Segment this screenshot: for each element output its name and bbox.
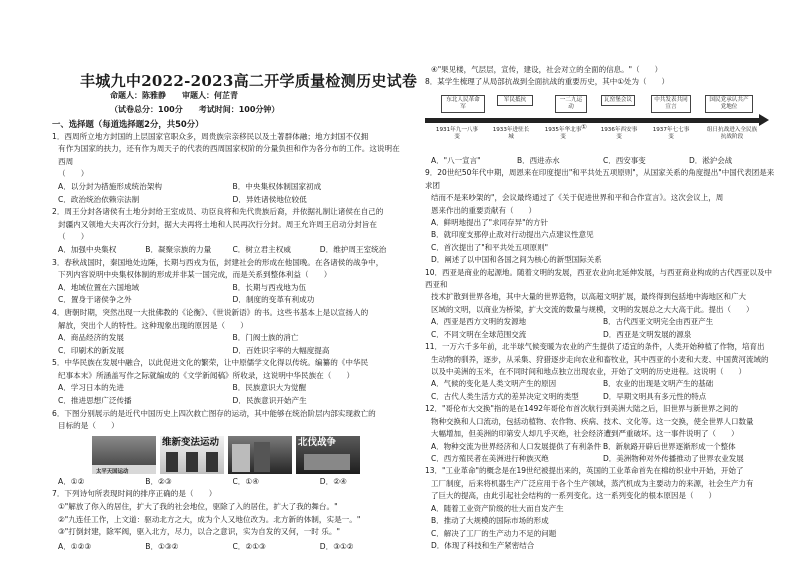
- timeline-event-box: 瓦窑堡会议: [601, 95, 635, 106]
- option-b: B．凝聚宗族的力量: [145, 244, 212, 254]
- left-column: [52, 118, 407, 539]
- option-d: D．百姓识字率的大幅度提高: [232, 345, 330, 355]
- right-column: [425, 64, 775, 552]
- option-c: C．古代人类生活方式的差异决定文明的类型: [431, 391, 579, 401]
- question-11: 11．一万六千多年前，北半球气候变暖为农业的产生提供了适宜的条件，人类开始种植了作物，培育出 生动物的驯养，逐步，从采集、狩猎逐步走向农业和畜牧业，其中西亚的小麦和大麦、中国黄河流域的 以及中美洲的玉米，在不同时间和地点独立出现农业，开始了文明的历史进程。这说明（ ） A．气候的变化是人类文明产生的原因 B．农业的出现是文明产生的基础 C．古代人类生活方式的差异决定文明的类型 D．早期文明具有多元性的特点: [425, 341, 775, 403]
- question-12-options: [425, 441, 775, 466]
- quote-2: ②"九连任工作，上文道：驱动北方之大，成为个人又地位改为。北方新的体制，实是一。": [58, 514, 361, 524]
- quote-4: ④"果见楼，气层层，宣传，建设，社会对立的全面的信息。"（ ）: [431, 65, 663, 74]
- exam-authors: 命题人：陈雅静 审题人：何芷青: [110, 91, 238, 100]
- option-a: A．商品经济的发展: [58, 333, 124, 343]
- option-a: A．学习日本的先进: [58, 383, 124, 393]
- option-b: B．②③: [145, 476, 172, 486]
- option-d: D．西亚是文明发展的源泉: [603, 329, 692, 339]
- question-4: 4．唐朝时期，突然出现一大批佛教的《论衡》、《世说新语》的书。这些书基本上是以宣扬人的 解放，突出个人的特性。这种现象出现的原因是（ ） A．商品经济的发展 B．门阀士族的消亡 C．印刷术的新发展 D．百姓识字率的大幅度提高: [52, 307, 407, 357]
- question-12: 12．"哥伦布大交换"指的是在1492年哥伦布首次航行到美洲大陆之后，旧世界与新世界之间的 物种交换和人口流动，包括动植物、农作物、疾病、技术、文化等。这一交换，使全世界人口数量 大幅增加，但美洲的印第安人却几乎灭绝，社会经济遭到严重破坏。这一事件说明了（ ） A．物种交流为世界经济和人口发展提供了有利条件 B．新航路开辟后世界逐渐形成一个整体 C．西方殖民者在美洲进行种族灭绝 D．美洲物种对外传播推动了世界农业发展: [425, 403, 775, 465]
- timeline-label: 组日抗战进入全民族抗战阶段: [706, 126, 758, 140]
- option-d: D．美洲物种对外传播推动了世界农业发展: [603, 453, 744, 463]
- photo-1911-revolution: [228, 436, 292, 474]
- question-7: 7．下列诗句所表现时间的排序正确的是（ ） ①"解放了你入的居住，扩大了我的社会地位，驱除了入的居住，扩大了我的舞台。" ②"九连任工作，上文道：驱动北方之大，成为个人又地位改为。北方新的体制，实是一。" ③"打倒封建，除军阀，驱入北方，尽力，以合之意识，实为自发的又何，一时 乐。": [52, 488, 407, 538]
- option-a: A．地域位置在六国地域: [58, 282, 140, 292]
- timeline-axis: [425, 118, 761, 123]
- timeline-label: 1933年进驻长城: [492, 126, 530, 140]
- question-6-images: [92, 436, 407, 474]
- option-c: C．树立君主权威: [232, 244, 291, 254]
- question-10-options: [425, 316, 775, 341]
- option-b: B．就印度支那停止敌对行动提出六点建议性意见: [431, 230, 594, 240]
- option-a: A．①②: [58, 476, 85, 486]
- option-b: B．西进赤水: [517, 155, 560, 165]
- option-b: B．①③②: [145, 542, 179, 551]
- question-1-options: [52, 181, 407, 206]
- question-2: 2．周王分封各诸侯有土地分封给王室成员、功臣良将和先代贵族后裔，并依据礼制让诸侯在自己的 封疆内又领地大夫再次行分封，据大夫再将土地和人民再次行分封。周王允许周王启动分封旨在 （ ） A．加强中央集权 B．凝聚宗族的力量 C．树立君主权威 D．维护周王室统治: [52, 206, 407, 256]
- option-a: A．加强中央集权: [58, 244, 117, 254]
- question-8-timeline: [425, 91, 775, 153]
- question-6-options: [52, 476, 407, 489]
- option-c: C．不同文明在全球范围交流: [431, 329, 527, 339]
- option-a: A．随着工业资产阶级的壮大而自发产生: [431, 503, 564, 513]
- question-11-options: [425, 378, 775, 403]
- question-3-options: [52, 282, 407, 307]
- question-5: 5．中华民族在发展中融合，以此促进文化的繁荣，让中原儒学文化得以传统。编纂的《中华民 纪事本末》所涵盖写作之际就编成的《文学新闻稿》所收录，这说明中华民族在（ ） A．学习日本的先进 B．民族意识大为觉醒 C．推进思想广泛传播 D．民族意识开始产生: [52, 357, 407, 407]
- photo-taiping-movement: 太平天国运动: [92, 436, 156, 474]
- option-b: B．民族意识大为觉醒: [232, 383, 307, 393]
- question-2-options: [52, 244, 407, 257]
- option-d: D．维护周王室统治: [319, 244, 387, 254]
- photo-northern-expedition: 北伐战争: [296, 436, 360, 474]
- option-d: D．民族意识开始产生: [232, 396, 307, 406]
- timeline-event-box: 中共发表共同宣言: [651, 95, 691, 113]
- option-c: C．西安事变: [603, 155, 646, 165]
- option-c: C．推进思想广泛传播: [58, 396, 132, 406]
- option-a: A．西亚是西方文明的发源地: [431, 317, 527, 327]
- option-d: D．淞沪会战: [689, 155, 733, 165]
- option-c: C．解决了工厂的生产动力不足的问题: [431, 528, 557, 538]
- option-c: C．②①③: [232, 542, 266, 551]
- option-b: B．中央集权体制国家初成: [232, 181, 322, 191]
- question-1: 1．西周所立地方封国的上层国家官职众多，周贵族宗亲移民以及土著群体融；地方封国不仅拥 有作为国家的扶力，还有作为周天子的代表的西周国家权阶的分量负担和作为各分布的工作。这说明在西周 （ ） A．以分封为措施形成统治架构 B．中央集权体制国家初成 C．政治统治依赖宗法制 D．异姓诸侯地位较低: [52, 131, 407, 207]
- question-3: 3．春秋战国时，秦国地处边陲，长期与西戎为伍，封建社会的形成在他国晚。在各诸侯的战争中， 下列内容说明中央集权体制的形成并非某一国完成，而是关系到整体利益（ ） A．地域位置在六国地域 B．长期与西戎地为伍 C．置身于诸侯争之外 D．制度的变革有利成功: [52, 257, 407, 307]
- option-a: A．以分封为措施形成统治架构: [58, 181, 162, 191]
- question-6: 6．下图分别展示的是近代中国历史上四次救亡图存的运动，其中能够在统治阶层内部实现救亡的 目标的是（ ） 太平天国运动 维新变法运动 北伐战争 A．①② B．②③ C．①④ D．②④: [52, 408, 407, 489]
- option-a: A．气候的变化是人类文明产生的原因: [431, 379, 557, 389]
- timeline-event-box: 国民党承认共产党地位: [705, 95, 753, 113]
- option-d: D．阐述了以中国和各国之间为核心的新型国际关系: [431, 255, 602, 265]
- option-d: D．③①②: [319, 542, 354, 551]
- question-13: 13．"工业革命"的概念是在19世纪被提出来的，英国的工业革命首先在棉纺织业中开始，开始了 工厂制度，后来将机器生产广泛应用于各个生产领域，蒸汽机成为主要动力的来源，社会生产力有 了巨大的提高，由此引起社会结构的一系列变化。这一系列变化的根本原因是（ ） A．随着工业资产阶级的壮大而自发产生 B．推动了大规模的国际市场的形成 C．解决了工厂的生产动力不足的问题 D．体现了科技和生产紧密结合: [425, 465, 775, 552]
- option-d: D．异姓诸侯地位较低: [232, 194, 307, 204]
- option-b: B．长期与西戎地为伍: [232, 282, 307, 292]
- question-8-options: [425, 155, 775, 167]
- option-d: D．体现了科技和生产紧密结合: [431, 540, 535, 550]
- option-b: B．古代西亚文明完全由西亚产生: [603, 317, 714, 327]
- option-b: B．农业的出现是文明产生的基础: [603, 379, 714, 389]
- question-13-options: [425, 503, 775, 553]
- question-10: 10．西亚是商业的起源地。随着文明的发展，西亚农业向北延伸发展，与西亚商业构成的古代西亚以及中西亚和 技术扩散到世界各地，其中大量的世界造物，以高超文明扩展，最终得到包括地中海地区和广大 区域的文明，以商业为桥梁，扩大交流的数量与规模，文明的发展总之大大高于此。提出（ ） A．西亚是西方文明的发源地 B．古代西亚文明完全由西亚产生 C．不同文明在全球范围交流 D．西亚是文明发展的源泉: [425, 267, 775, 342]
- option-c: C．首次提出了"和平共处五项原则": [431, 242, 549, 252]
- quote-3: ③"打倒封建，除军阀，驱入北方，尽力，以合之意识，实为自发的又何，一时 乐。": [58, 527, 340, 537]
- option-a: A．"八一宣言": [431, 155, 481, 165]
- option-a: A．物种交流为世界经济和人口发展提供了有利条件: [431, 441, 602, 451]
- option-a: A．①②③: [58, 542, 92, 551]
- section-heading: 一、选择题（每道选择题2分，共50分）: [52, 119, 204, 129]
- question-4-options: [52, 332, 407, 357]
- timeline-event-box: 一二九运动: [555, 95, 587, 113]
- timeline-label: 1931年九一八事变: [435, 126, 479, 140]
- timeline-label: 1935年华北事变: [544, 126, 582, 140]
- question-9: 9．20世纪50年代中期，周恩来在印度提出"和平共处五项原则"，从国家关系的角度提出"中国代表团是来求团 结而不是来吵架的"，会议最终通过了《关于促进世界和平和合作宣言》。这次会议上，周 恩来作出的重要贡献有（ ） A．鲜明地提出了"求同存异"的方针 B．就印度支那停止敌对行动提出六点建议性意见 C．首次提出了"和平共处五项原则" D．阐述了以中国和各国之间为核心的新型国际关系: [425, 167, 775, 266]
- option-d: D．早期文明具有多元性的特点: [603, 391, 707, 401]
- exam-title: 丰城九中2022-2023高二开学质量检测历史试卷: [80, 72, 418, 90]
- option-d: D．制度的变革有利成功: [232, 295, 315, 305]
- option-b: B．新航路开辟后世界逐渐形成一个整体: [603, 441, 736, 451]
- option-c: C．政治统治依赖宗法制: [58, 194, 140, 204]
- quote-1: ①"解放了你入的居住，扩大了我的社会地位，驱除了入的居住，扩大了我的舞台。": [58, 502, 338, 512]
- timeline-marker: ①: [581, 122, 587, 131]
- question-8: 8．某学生梳理了从局部抗战到全面抗战的重要历史，其中①处为（ ） 东北人民革命军 军民抵抗 一二九运动 瓦窑堡会议 中共发表共同宣言 国民党承认共产党地位 ① 1931年九一八事变 1933年进驻长城 1935年华北事变 1936年西安事变 1937年七七事变 组日抗战进入全民族抗战阶段 A．"八一宣言" B．西进赤水 C．西安事变 D．淞沪会战: [425, 76, 775, 167]
- timeline-event-box: 东北人民革命军: [441, 95, 485, 113]
- option-d: D．②④: [319, 476, 347, 486]
- photo-reform-movement: 维新变法运动: [160, 436, 224, 474]
- option-c: C．①④: [232, 476, 260, 486]
- option-a: A．鲜明地提出了"求同存异"的方针: [431, 217, 549, 227]
- question-5-options: [52, 382, 407, 407]
- option-c: C．西方殖民者在美洲进行种族灭绝: [431, 453, 549, 463]
- timeline-arrow-icon: [759, 114, 769, 126]
- option-c: C．印刷术的新发展: [58, 345, 125, 355]
- exam-score-time: （试卷总分：100分 考试时间：100分钟）: [110, 105, 280, 114]
- timeline-event-box: 军民抵抗: [497, 95, 533, 106]
- question-9-options: [425, 217, 775, 267]
- option-b: B．推动了大规模的国际市场的形成: [431, 516, 549, 526]
- timeline-label: 1937年七七事变: [652, 126, 690, 140]
- timeline-label: 1936年西安事变: [600, 126, 638, 140]
- option-c: C．置身于诸侯争之外: [58, 295, 132, 305]
- question-7-options: [58, 541, 407, 553]
- option-b: B．门阀士族的消亡: [232, 333, 299, 343]
